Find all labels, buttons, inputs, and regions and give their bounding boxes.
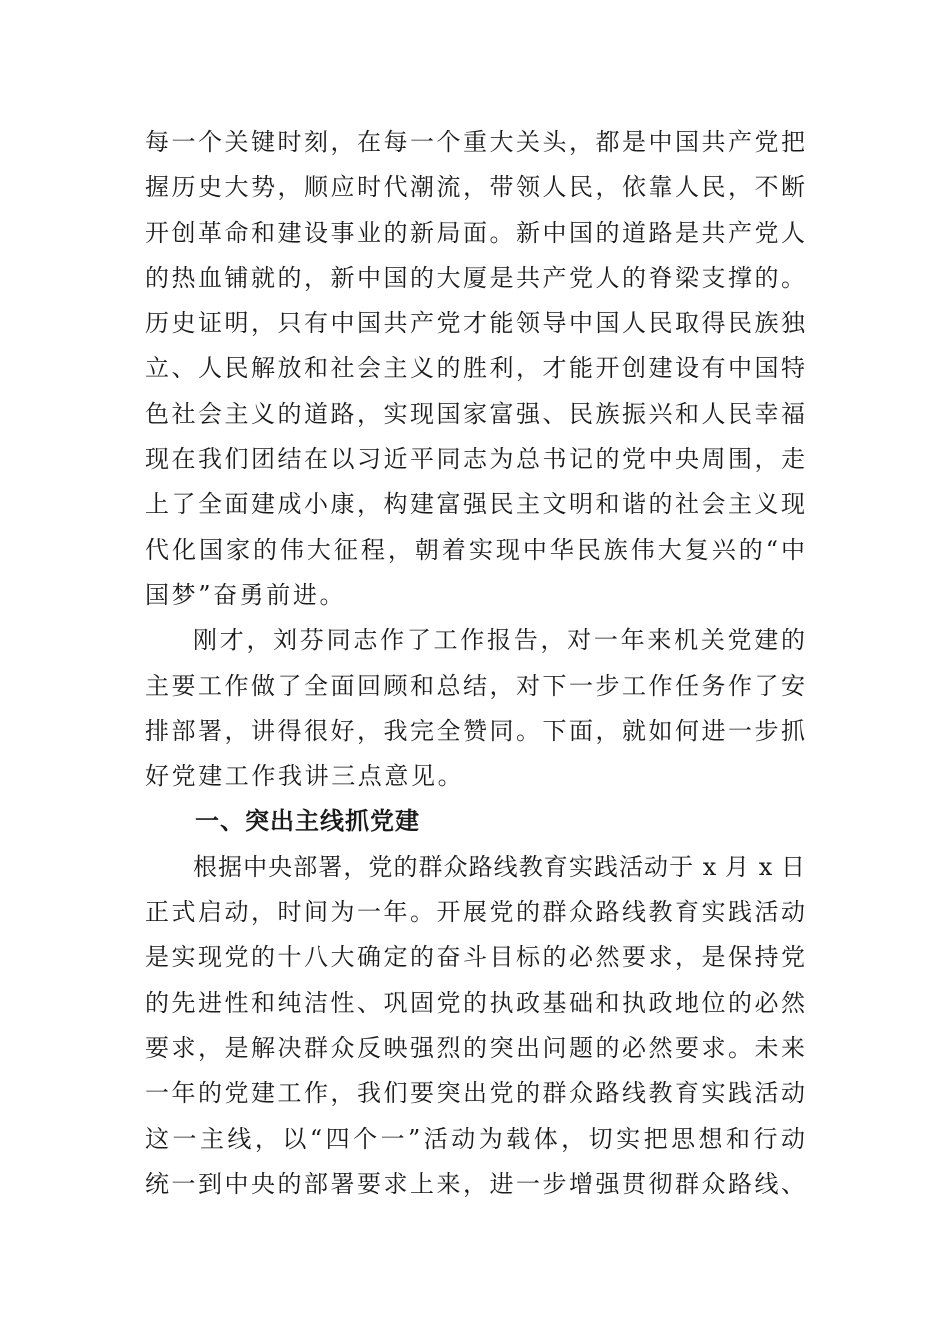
text-line: 历史证明，只有中国共产党才能领导中国人民取得民族独 (145, 309, 805, 338)
text-line: 代化国家的伟大征程，朝着实现中华民族伟大复兴的“中 (145, 535, 805, 564)
text-line: 国梦”奋勇前进。 (145, 580, 347, 609)
text-line: 好党建工作我讲三点意见。 (145, 762, 465, 791)
text-line: 上了全面建成小康，构建富强民主文明和谐的社会主义现 (145, 490, 805, 519)
text-line: 色社会主义的道路，实现国家富强、民族振兴和人民幸福 (145, 399, 805, 428)
text-line: 是实现党的十八大确定的奋斗目标的必然要求，是保持党 (145, 943, 805, 972)
text-line: 刚才，刘芬同志作了工作报告，对一年来机关党建的 (193, 626, 805, 655)
text-line: 正式启动，时间为一年。开展党的群众路线教育实践活动 (145, 898, 805, 927)
text-line: 握历史大势，顺应时代潮流，带领人民，依靠人民，不断 (145, 173, 805, 202)
text-line: 根据中央部署，党的群众路线教育实践活动于 x 月 x 日 (193, 852, 805, 881)
text-line: 排部署，讲得很好，我完全赞同。下面，就如何进一步抓 (145, 716, 805, 745)
section-heading: 一、突出主线抓党建 (195, 807, 420, 836)
text-line: 要求，是解决群众反映强烈的突出问题的必然要求。未来 (145, 1033, 805, 1062)
document-body (145, 120, 805, 1207)
paragraph-3 (145, 845, 805, 1207)
paragraph-2 (145, 618, 805, 799)
text-line: 的热血铺就的，新中国的大厦是共产党人的脊梁支撑的。 (145, 263, 805, 292)
text-line: 主要工作做了全面回顾和总结，对下一步工作任务作了安 (145, 671, 805, 700)
text-line: 这一主线，以“四个一”活动为载体，切实把思想和行动 (145, 1124, 805, 1153)
text-line: 开创革命和建设事业的新局面。新中国的道路是共产党人 (145, 218, 805, 247)
text-line: 一年的党建工作，我们要突出党的群众路线教育实践活动 (145, 1079, 805, 1108)
text-line: 每一个关键时刻，在每一个重大关头，都是中国共产党把 (145, 128, 805, 156)
text-line: 统一到中央的部署要求上来，进一步增强贯彻群众路线、 (145, 1169, 805, 1198)
text-line: 现在我们团结在以习近平同志为总书记的党中央周围，走 (145, 445, 805, 474)
text-line: 的先进性和纯洁性、巩固党的执政基础和执政地位的必然 (145, 988, 805, 1017)
text-line: 立、人民解放和社会主义的胜利，才能开创建设有中国特 (145, 354, 805, 383)
paragraph-1 (145, 120, 805, 618)
